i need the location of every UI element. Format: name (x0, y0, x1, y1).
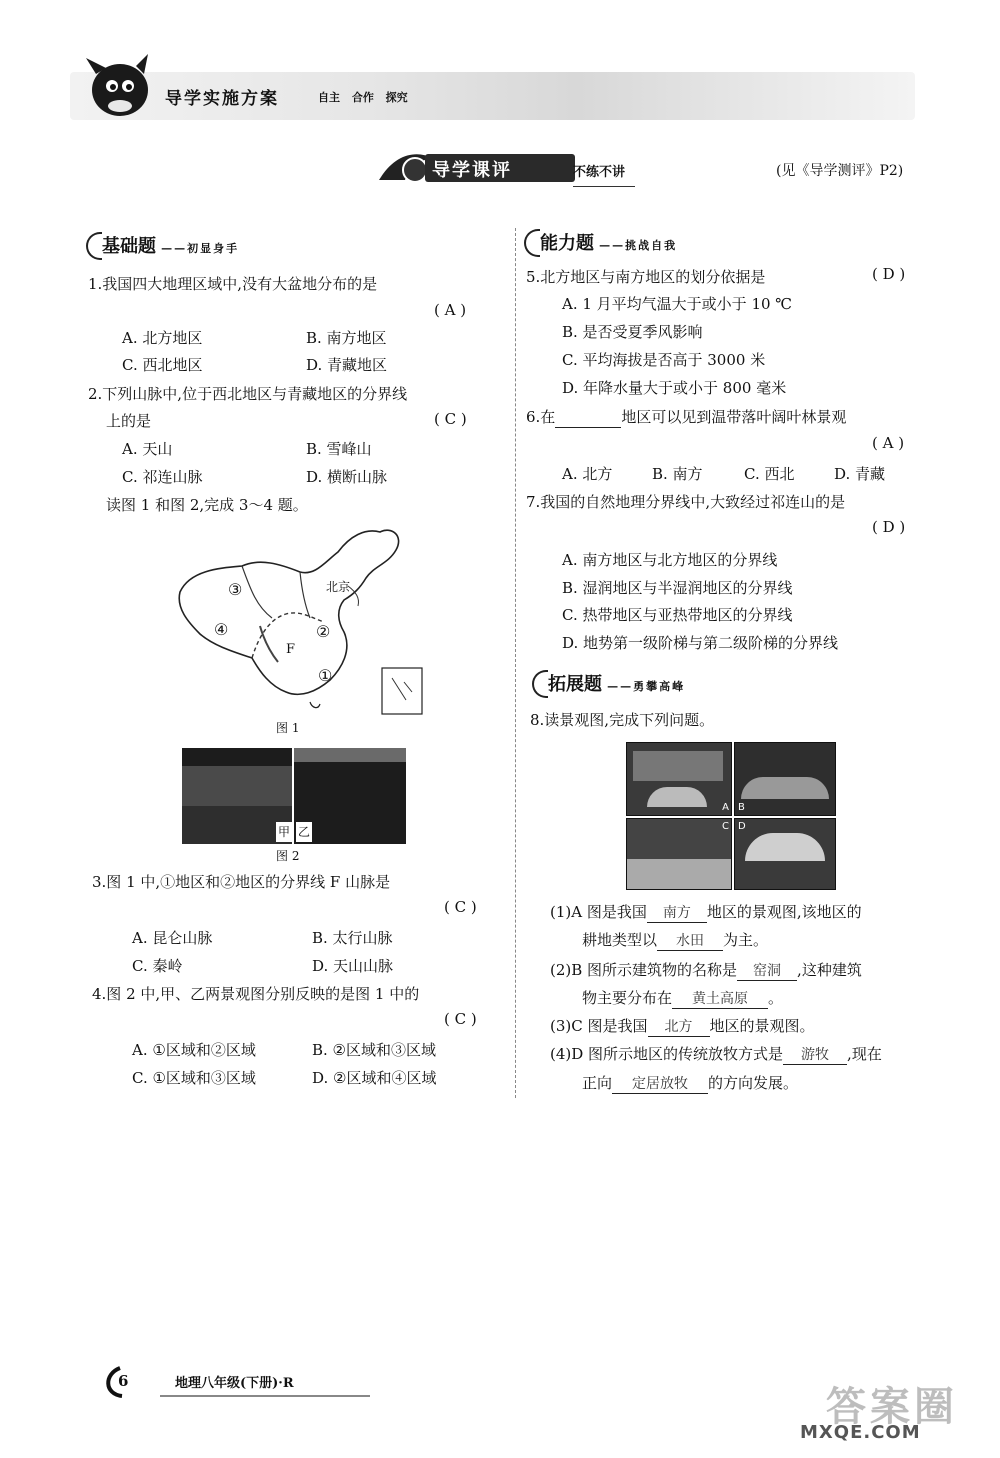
q2-option-a: A. 天山 (122, 440, 173, 458)
q8-p2-answer2: 黄土高原 (672, 988, 768, 1009)
q8-p1-answer1: 南方 (647, 902, 707, 923)
map-label-region1: ① (318, 666, 333, 685)
q8-p3-text-b: 地区的景观图。 (709, 1017, 815, 1035)
q2-stem-line1: 2.下列山脉中,位于西北地区与青藏地区的分界线 (88, 385, 408, 403)
q1-option-d: D. 青藏地区 (306, 356, 388, 374)
section-ability-title: 能力题 (540, 233, 594, 254)
map-label-region3: ③ (228, 580, 243, 599)
section-bracket-extend (532, 670, 548, 698)
q3-option-d: D. 天山山脉 (312, 957, 394, 975)
header-subtitle: 自主 合作 探究 (318, 91, 408, 104)
section-basic-heading (102, 232, 239, 258)
watermark-site: MXQE.COM (800, 1422, 921, 1443)
q8-p1-text-c: 耕地类型以 (582, 931, 658, 949)
q2-option-b: B. 雪峰山 (306, 440, 372, 458)
q6-option-c: C. 西北 (744, 465, 795, 483)
q8-p4-text-d: 的方向发展。 (708, 1074, 799, 1092)
figure1-china-map (160, 522, 440, 722)
q8-part4-line2 (582, 1073, 798, 1094)
figure2-label-jia: 甲 (276, 822, 292, 842)
q1-option-a: A. 北方地区 (122, 329, 203, 347)
q7-answer: ( D ) (872, 518, 906, 536)
q8-part2-line1 (550, 960, 862, 981)
q3-stem: 3.图 1 中,①地区和②地区的分界线 F 山脉是 (92, 873, 391, 891)
q8-part3 (550, 1016, 815, 1037)
q8-p3-text-a: (3)C 图是我国 (550, 1017, 648, 1035)
q8-image-b (734, 742, 836, 816)
column-divider (515, 228, 516, 1098)
q8-image-d (734, 818, 836, 890)
q8-p2-answer1: 窑洞 (737, 960, 797, 981)
q3-option-b: B. 太行山脉 (312, 929, 393, 947)
map-label-region2: ② (316, 622, 331, 641)
q8-p1-answer2: 水田 (657, 930, 723, 951)
q5-option-b: B. 是否受夏季风影响 (562, 323, 703, 341)
q8-image-d-label: D (738, 821, 746, 832)
q6-stem-after: 地区可以见到温带落叶阔叶林景观 (621, 408, 847, 426)
q8-image-b-label: B (738, 802, 745, 813)
section-extend-title: 拓展题 (548, 674, 602, 695)
section-extend-heading (548, 670, 685, 696)
q8-stem: 8.读景观图,完成下列问题。 (530, 711, 715, 729)
watermark-logo: 答案圈 (826, 1384, 958, 1430)
q8-p2-text-c: 物主要分布在 (582, 989, 673, 1007)
section-bracket-basic (86, 232, 102, 260)
figure2-label-yi: 乙 (296, 822, 312, 842)
q8-p1-text-d: 为主。 (723, 931, 769, 949)
q8-p1-text-a: (1)A 图是我国 (550, 903, 647, 921)
q6-option-b: B. 南方 (652, 465, 703, 483)
q2-option-c: C. 祁连山脉 (122, 468, 203, 486)
map-label-beijing: 北京 (326, 580, 351, 594)
q5-option-a: A. 1 月平均气温大于或小于 10 ℃ (562, 295, 793, 313)
mascot-logo-icon (78, 52, 158, 122)
q8-image-a (626, 742, 732, 816)
q8-p4-text-a: (4)D 图所示地区的传统放牧方式是 (550, 1045, 784, 1063)
q8-part1-line1 (550, 902, 862, 923)
section-basic-title: 基础题 (102, 236, 156, 257)
q8-p4-text-b: ,现在 (847, 1045, 882, 1063)
section-basic-subtitle: ——初显身手 (161, 242, 240, 255)
q5-answer: ( D ) (872, 265, 906, 283)
q8-part4-line1 (550, 1044, 882, 1065)
q6-option-a: A. 北方 (562, 465, 613, 483)
footer-page-number: 6 (118, 1372, 129, 1390)
q4-option-a: A. ①区域和②区域 (132, 1041, 256, 1059)
q4-answer: ( C ) (444, 1010, 477, 1028)
q6-option-d: D. 青藏 (834, 465, 886, 483)
q5-option-c: C. 平均海拔是否高于 3000 米 (562, 351, 766, 369)
q8-p1-text-b: 地区的景观图,该地区的 (706, 903, 862, 921)
figure2-caption: 图 2 (276, 849, 300, 863)
q8-p3-answer1: 北方 (648, 1016, 710, 1037)
q6-stem (526, 407, 846, 428)
q4-stem: 4.图 2 中,甲、乙两景观图分别反映的是图 1 中的 (92, 985, 420, 1003)
q6-stem-before: 6.在 (526, 408, 556, 426)
figure1-caption: 图 1 (276, 721, 300, 735)
q3-option-a: A. 昆仑山脉 (132, 929, 213, 947)
q2-stem-line2: 上的是 (106, 412, 152, 430)
section-extend-subtitle: ——勇攀高峰 (607, 680, 686, 693)
footer-book-title: 地理八年级(下册)·R (175, 1376, 294, 1391)
banner-tag: 不练不讲 (573, 161, 635, 187)
q5-stem: 5.北方地区与南方地区的划分依据是 (526, 268, 766, 286)
q8-image-a-label: A (722, 802, 729, 813)
section-ability-heading (540, 229, 677, 255)
q7-stem: 7.我国的自然地理分界线中,大致经过祁连山的是 (526, 493, 846, 511)
q2-option-d: D. 横断山脉 (306, 468, 388, 486)
banner-title: 导学课评 (432, 160, 512, 181)
q1-stem: 1.我国四大地理区域中,没有大盆地分布的是 (88, 275, 378, 293)
q7-option-a: A. 南方地区与北方地区的分界线 (562, 551, 778, 569)
q7-option-d: D. 地势第一级阶梯与第二级阶梯的分界线 (562, 634, 839, 652)
q4-option-b: B. ②区域和③区域 (312, 1041, 437, 1059)
header-title: 导学实施方案 (165, 89, 279, 109)
reference-note: (见《导学测评》P2) (776, 163, 904, 179)
q1-option-c: C. 西北地区 (122, 356, 203, 374)
q8-p4-answer2: 定居放牧 (612, 1073, 708, 1094)
q8-p4-text-c: 正向 (582, 1074, 613, 1092)
read-instruction: 读图 1 和图 2,完成 3～4 题。 (106, 496, 308, 514)
q8-part2-line2 (582, 988, 783, 1009)
map-label-f: F (286, 642, 296, 657)
q8-p2-text-d: 。 (768, 989, 784, 1007)
q8-p2-text-b: ,这种建筑 (797, 961, 862, 979)
q6-blank (555, 407, 621, 428)
q3-option-c: C. 秦岭 (132, 957, 183, 975)
q3-answer: ( C ) (444, 898, 477, 916)
q4-option-d: D. ②区域和④区域 (312, 1069, 437, 1087)
q8-p2-text-a: (2)B 图所示建筑物的名称是 (550, 961, 738, 979)
q8-p4-answer1: 游牧 (783, 1044, 847, 1065)
q6-answer: ( A ) (872, 434, 905, 452)
q7-option-b: B. 湿润地区与半湿润地区的分界线 (562, 579, 793, 597)
q7-option-c: C. 热带地区与亚热带地区的分界线 (562, 606, 793, 624)
q8-part1-line2 (582, 930, 768, 951)
q4-option-c: C. ①区域和③区域 (132, 1069, 256, 1087)
section-bracket-ability (524, 229, 540, 257)
q1-answer: ( A ) (434, 301, 467, 319)
q8-image-c-label: C (722, 821, 729, 832)
section-ability-subtitle: ——挑战自我 (599, 239, 678, 252)
q8-image-c (626, 818, 732, 890)
q2-answer: ( C ) (434, 410, 467, 428)
q5-option-d: D. 年降水量大于或小于 800 毫米 (562, 379, 787, 397)
q1-option-b: B. 南方地区 (306, 329, 387, 347)
map-label-region4: ④ (214, 620, 229, 639)
